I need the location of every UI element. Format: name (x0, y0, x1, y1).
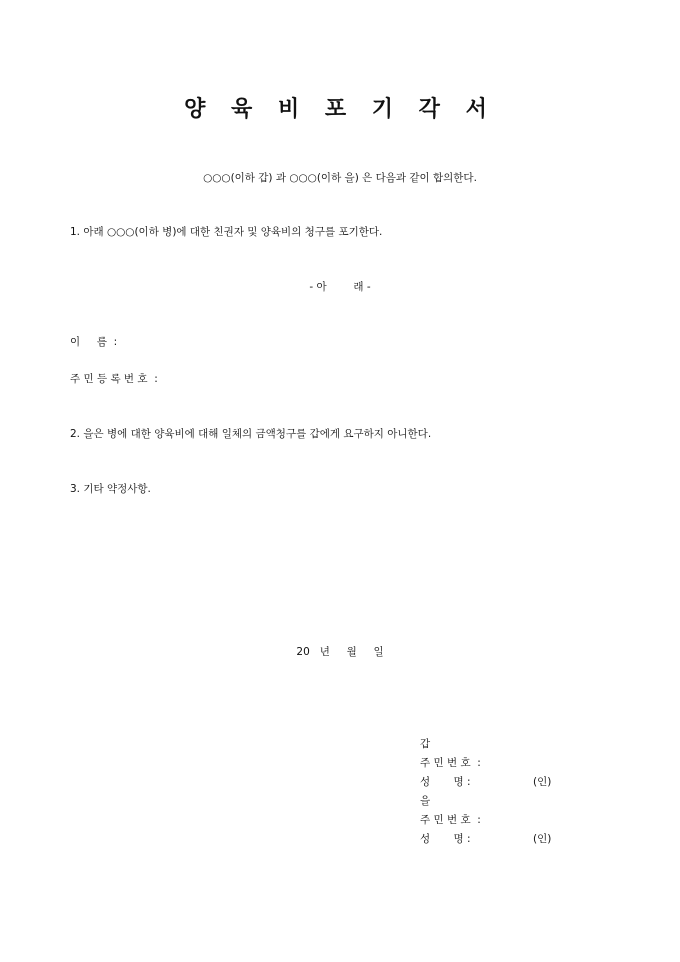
clause-3: 3. 기타 약정사항. (70, 483, 151, 495)
party-b-seal: (인) (533, 833, 552, 845)
party-a-name-label: 성 명 : (420, 776, 471, 788)
party-a-seal: (인) (533, 776, 552, 788)
clause-2: 2. 을은 병에 대한 양육비에 대해 일체의 금액청구를 갑에게 요구하지 아니한다. (70, 428, 432, 440)
party-b-name-label: 성 명 : (420, 833, 471, 845)
name-label: 이 름 : (70, 336, 118, 348)
date-line: 20 년 월 일 (296, 646, 384, 658)
party-a-resident-label: 주 민 번 호 : (420, 757, 481, 769)
party-a-name-row (420, 773, 570, 792)
signature-block (420, 735, 570, 849)
intro-text: ○○○(이하 갑) 과 ○○○(이하 을) 은 다음과 같이 합의한다. (203, 172, 477, 184)
clause-1: 1. 아래 ○○○(이하 병)에 대한 친권자 및 양육비의 청구를 포기한다. (70, 226, 383, 238)
resident-number-label: 주 민 등 록 번 호 : (70, 373, 158, 385)
below-marker: - 아 래 - (309, 281, 371, 293)
document-title: 양 육 비 포 기 각 서 (184, 97, 496, 122)
party-b-label: 을 (420, 795, 431, 807)
party-b-name-row (420, 830, 570, 849)
party-b-resident-label: 주 민 번 호 : (420, 814, 481, 826)
party-a-label: 갑 (420, 738, 431, 750)
